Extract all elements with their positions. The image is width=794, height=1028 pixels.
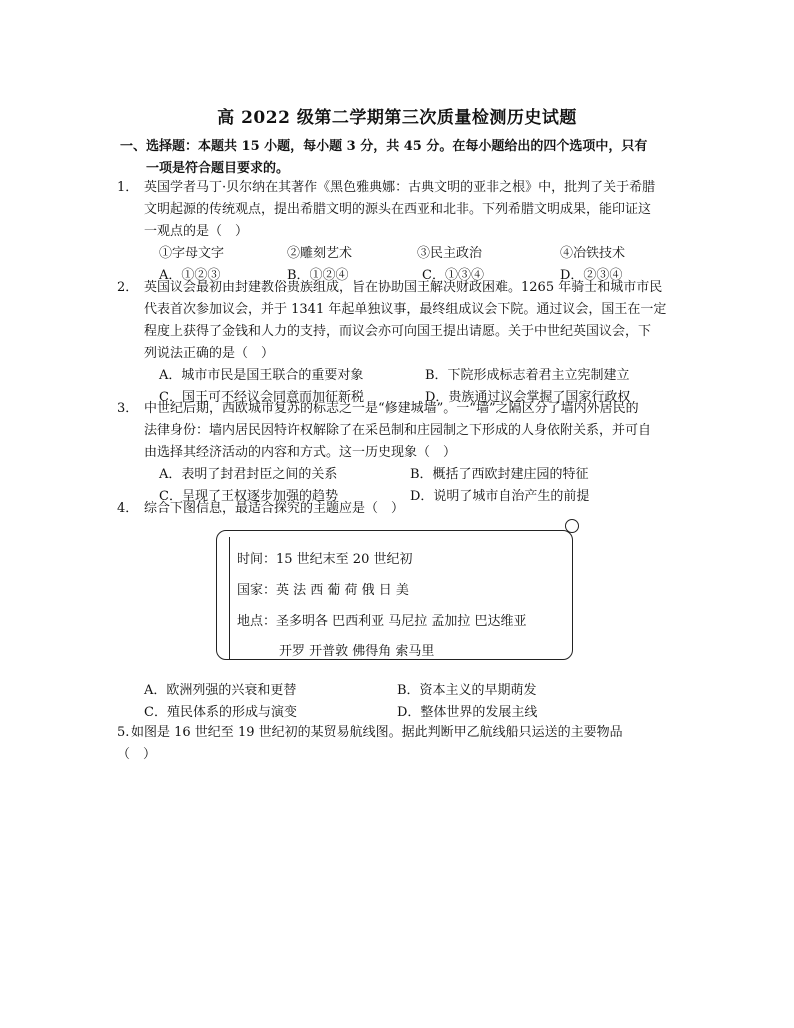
question-stem-line: 综合下图信息，最适合探究的主题应是（ ） (144, 501, 405, 516)
statement-item: ④冶铁技术 (560, 246, 626, 261)
question-stem-line: 文明起源的传统观点，提出希腊文明的源头在西亚和北非。下列希腊文明成果，能印证这 (144, 202, 652, 217)
option-a[interactable]: A．①②③ (159, 268, 221, 283)
question-stem-line: 一观点的是（ ） (144, 224, 249, 239)
option-a[interactable]: A．表明了封君封臣之间的关系 (159, 467, 338, 482)
statement-row (117, 243, 682, 265)
section-heading (120, 136, 680, 180)
scroll-places-line-2: 开罗 开普敦 佛得角 索马里 (279, 644, 435, 659)
option-a[interactable]: A．城市市民是国王联合的重要对象 (159, 368, 364, 383)
option-b[interactable]: B．概括了西欧封建庄园的特征 (410, 467, 589, 482)
option-b[interactable]: B．①②④ (287, 268, 349, 283)
question-stem-line: 列说法正确的是（ ） (144, 346, 275, 361)
question-number: 5. (117, 725, 130, 740)
scroll-edge (217, 537, 230, 659)
scroll-places-line-1: 地点：圣多明各 巴西利亚 马尼拉 孟加拉 巴达维亚 (237, 614, 527, 629)
options-row (117, 702, 682, 724)
scroll-countries: 国家：英 法 西 葡 荷 俄 日 美 (237, 583, 409, 598)
question-stem-line: 代表首次参加议会，并于 1341 年起单独议事，最终组成议会下院。通过议会，国王在一定 (144, 302, 667, 317)
question-stem-line: 程度上获得了金钱和人力的支持，而议会亦可向国王提出请愿。关于中世纪英国议会，下 (144, 324, 652, 339)
question-stem-line: 英国议会最初由封建教俗贵族组成，旨在协助国王解决财政困难。1265 年骑士和城市市民 (144, 280, 663, 295)
section-heading-line-1: 一、选择题：本题共 15 小题，每小题 3 分，共 45 分。在每小题给出的四个选项中，只有 (120, 139, 648, 154)
question-stem-line: 由选择其经济活动的内容和方式。这一历史现象（ ） (144, 445, 457, 460)
option-d[interactable]: D．说明了城市自治产生的前提 (410, 489, 590, 504)
option-a[interactable]: A．欧洲列强的兴衰和更替 (144, 683, 297, 698)
statement-item: ①字母文字 (159, 246, 225, 261)
question-4 (117, 498, 682, 520)
question-2 (117, 277, 682, 405)
question-1 (117, 177, 682, 283)
question-stem-line: 中世纪后期，西欧城市复苏的标志之一是“修建城墙”。一“墙”之隔区分了墙内外居民的 (144, 401, 639, 416)
option-c[interactable]: C．①③④ (422, 268, 484, 283)
options-row (117, 680, 682, 702)
statement-item: ③民主政治 (417, 246, 483, 261)
question-3 (117, 398, 682, 504)
question-number: 1． (117, 180, 139, 195)
option-c[interactable]: C．国王可不经议会同意而加征新税 (159, 390, 364, 405)
statement-item: ②雕刻艺术 (287, 246, 353, 261)
scroll-time: 时间：15 世纪末至 20 世纪初 (237, 552, 413, 567)
question-stem-line: （ ） (117, 747, 157, 762)
scroll-figure (216, 530, 573, 660)
scroll-curl-icon (565, 519, 579, 533)
exam-title: 高 2022 级第二学期第三次质量检测历史试题 (217, 108, 577, 128)
question-5 (117, 722, 682, 766)
options-row (117, 365, 682, 387)
option-d[interactable]: D．②③④ (560, 268, 623, 283)
question-stem-line: 法律身份：墙内居民因特许权解除了在采邑制和庄园制之下形成的人身依附关系，并可自 (144, 423, 652, 438)
options-row (117, 464, 682, 486)
option-c[interactable]: C．殖民体系的形成与演变 (144, 705, 297, 720)
option-b[interactable]: B．资本主义的早期萌发 (397, 683, 537, 698)
option-d[interactable]: D．整体世界的发展主线 (397, 705, 538, 720)
question-number: 2． (117, 280, 139, 295)
question-stem-line: 如图是 16 世纪至 19 世纪初的某贸易航线图。据此判断甲乙航线船只运送的主要物品 (131, 725, 623, 740)
option-b[interactable]: B．下院形成标志着君主立宪制建立 (425, 368, 630, 383)
option-d[interactable]: D．贵族通过议会掌握了国家行政权 (425, 390, 631, 405)
option-c[interactable]: C．呈现了王权逐步加强的趋势 (159, 489, 338, 504)
question-stem-line: 英国学者马丁·贝尔纳在其著作《黑色雅典娜：古典文明的亚非之根》中，批判了关于希腊 (144, 180, 656, 195)
question-number: 4． (117, 501, 139, 516)
section-heading-line-2: 一项是符合题目要求的。 (146, 161, 290, 176)
question-number: 3． (117, 401, 139, 416)
